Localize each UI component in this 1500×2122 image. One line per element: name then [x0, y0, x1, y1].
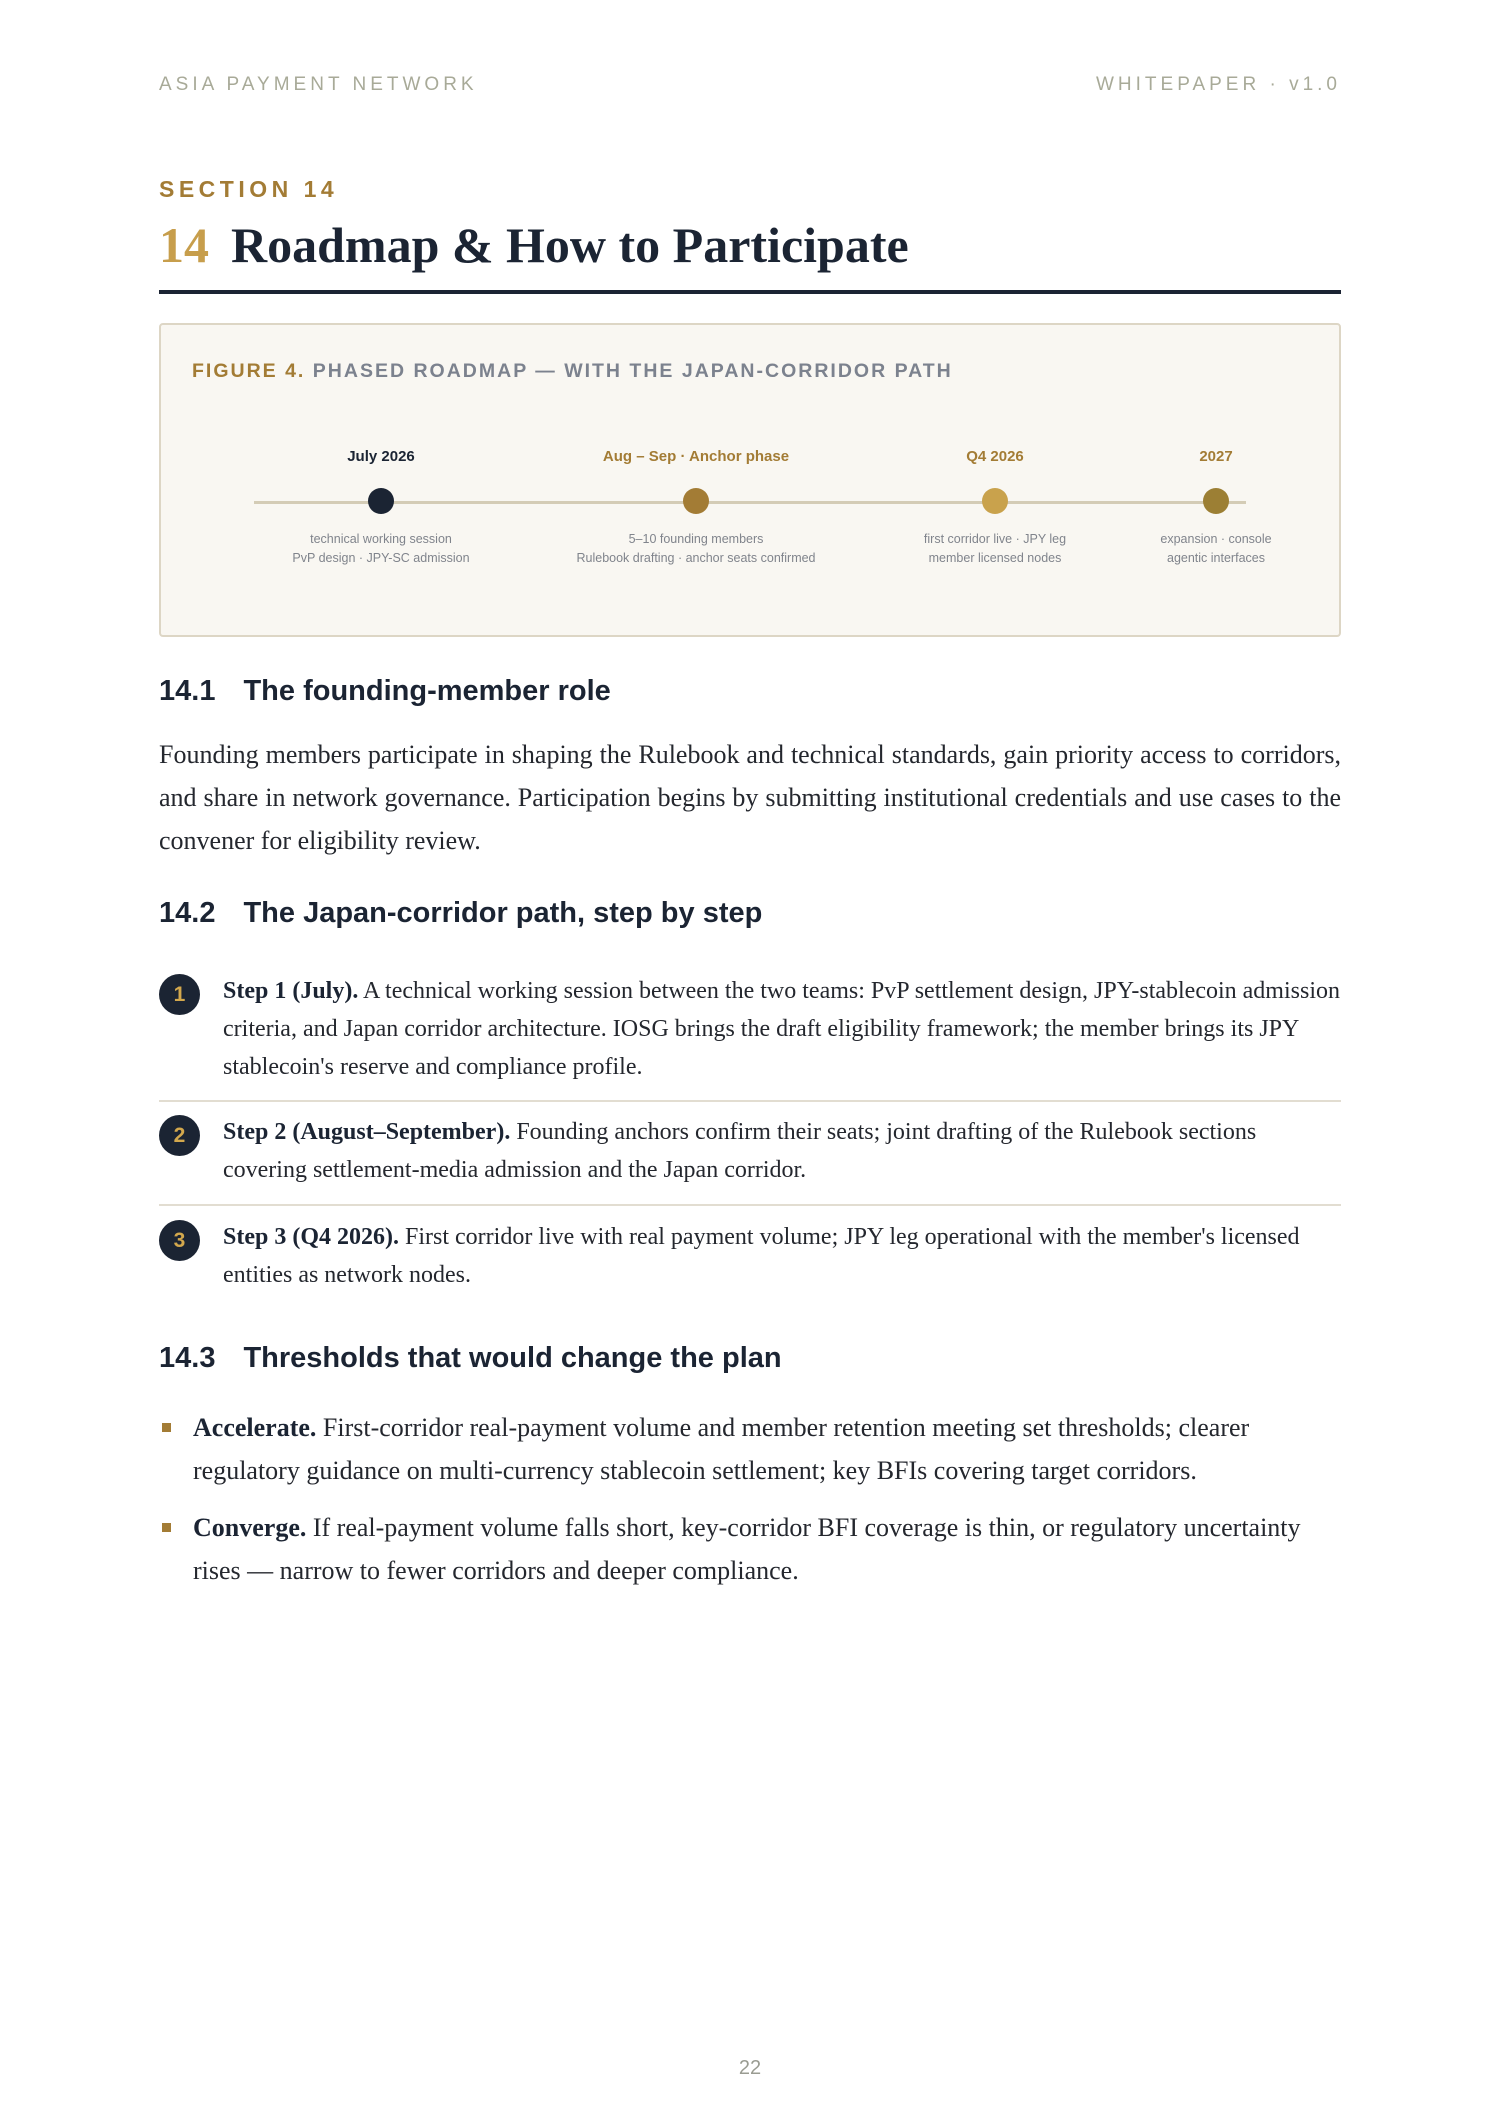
- square-bullet-icon: [162, 1523, 171, 1532]
- page-number: 22: [738, 2057, 762, 2079]
- bullet-body: First-corridor real-payment volume and member retention meeting set thresholds; clearer regulatory guidance on multi-currency stablecoin settlement; key BFIs covering target corridors.: [193, 1413, 1250, 1485]
- figure-caption-text: PHASED ROADMAP — WITH THE JAPAN-CORRIDOR PATH: [312, 360, 953, 382]
- milestone-desc-line: first corridor live · JPY leg: [923, 532, 1067, 546]
- threshold-bullet: [159, 1506, 1341, 1592]
- step-item: [159, 1113, 1341, 1206]
- subsection-heading-14-2: [159, 897, 762, 930]
- subsection-title: The founding-member role: [243, 675, 611, 707]
- step-text: [223, 1218, 1341, 1294]
- milestone-description: [924, 530, 1066, 568]
- milestone-description: [1160, 530, 1271, 568]
- timeline-line: [254, 501, 1246, 504]
- bullet-text: [193, 1406, 1341, 1492]
- step-lead: Step 3 (Q4 2026).: [223, 1224, 399, 1250]
- step-text: [223, 1113, 1341, 1189]
- subsection-heading-14-3: [159, 1342, 782, 1375]
- step-number-badge: 3: [159, 1220, 200, 1261]
- milestone-label: July 2026: [347, 448, 415, 465]
- subsection-number: 14.3: [159, 1342, 216, 1374]
- milestone-desc-line: agentic interfaces: [1167, 551, 1265, 565]
- section-number: 14: [159, 217, 209, 273]
- section-title: [159, 212, 1341, 294]
- figure-caption: [192, 360, 953, 383]
- subsection-title: The Japan-corridor path, step by step: [243, 897, 763, 929]
- bullet-lead: Accelerate.: [193, 1413, 317, 1442]
- step-lead: Step 2 (August–September).: [223, 1119, 511, 1145]
- milestone-dot: [982, 488, 1008, 514]
- milestone-dot: [368, 488, 394, 514]
- running-header: [159, 74, 1341, 96]
- section-eyebrow: SECTION 14: [159, 176, 339, 202]
- milestone-label: Aug – Sep · Anchor phase: [602, 448, 790, 465]
- milestone-label: Q4 2026: [966, 448, 1024, 465]
- milestone-desc-line: expansion · console: [1160, 532, 1272, 546]
- step-body: Founding anchors confirm their seats; joint drafting of the Rulebook sections covering settlement-media admission and the Japan corridor.: [223, 1119, 1257, 1183]
- roadmap-figure: [159, 323, 1341, 637]
- threshold-bullet: [159, 1406, 1341, 1492]
- subsection-number: 14.1: [159, 675, 216, 707]
- subsection-heading-14-1: [159, 675, 611, 708]
- milestone-desc-line: PvP design · JPY-SC admission: [292, 551, 470, 565]
- section-title-text: Roadmap & How to Participate: [231, 217, 909, 273]
- subsection-title: Thresholds that would change the plan: [243, 1342, 782, 1374]
- bullet-lead: Converge.: [193, 1513, 307, 1542]
- bullet-body: If real-payment volume falls short, key-corridor BFI coverage is thin, or regulatory uncertainty rises — narrow to fewer corridors and deeper compliance.: [193, 1513, 1301, 1585]
- milestone-description: [292, 530, 469, 568]
- milestone-description: [576, 530, 815, 568]
- document-version: WHITEPAPER · v1.0: [1095, 74, 1341, 95]
- milestone-dot: [1203, 488, 1229, 514]
- square-bullet-icon: [162, 1423, 171, 1432]
- step-item: [159, 972, 1341, 1102]
- publisher-name: ASIA PAYMENT NETWORK: [159, 74, 478, 95]
- step-lead: Step 1 (July).: [223, 978, 359, 1004]
- milestone-desc-line: member licensed nodes: [928, 551, 1062, 565]
- milestone-desc-line: Rulebook drafting · anchor seats confirmed: [576, 551, 816, 565]
- step-number-badge: 2: [159, 1115, 200, 1156]
- step-text: [223, 972, 1341, 1086]
- step-body: A technical working session between the two teams: PvP settlement design, JPY-stablecoin admission criteria, and Japan corridor architecture. IOSG brings the draft eligibility framework; the member brings its JPY stablecoin's reserve and compliance profile.: [223, 978, 1340, 1080]
- step-item: [159, 1218, 1341, 1298]
- step-body: First corridor live with real payment volume; JPY leg operational with the member's licensed entities as network nodes.: [223, 1224, 1300, 1288]
- milestone-dot: [683, 488, 709, 514]
- founding-member-paragraph: Founding members participate in shaping the Rulebook and technical standards, gain priority access to corridors, and share in network governance. Participation begins by submitting institutional credentials and use cases to the convener for eligibility review.: [159, 740, 1341, 855]
- step-number-badge: 1: [159, 974, 200, 1015]
- milestone-label: 2027: [1199, 448, 1233, 465]
- figure-label: FIGURE 4.: [192, 360, 306, 382]
- milestone-desc-line: technical working session: [310, 532, 452, 546]
- subsection-number: 14.2: [159, 897, 216, 929]
- milestone-desc-line: 5–10 founding members: [628, 532, 764, 546]
- bullet-text: [193, 1506, 1341, 1592]
